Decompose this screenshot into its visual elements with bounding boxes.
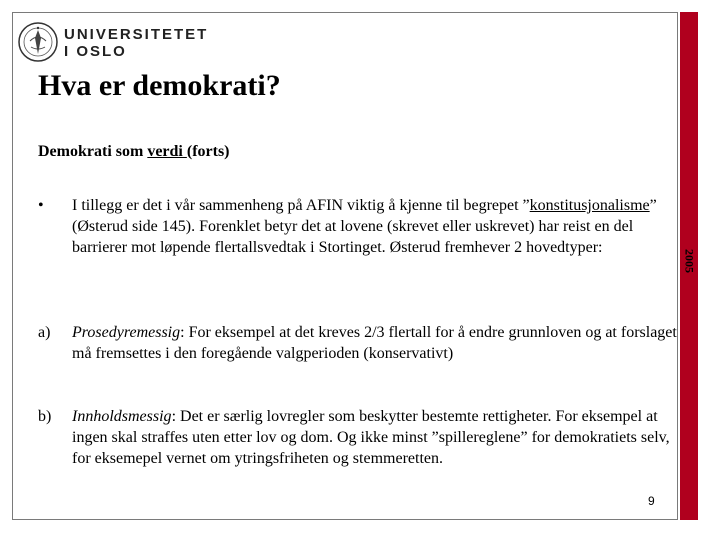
item-b-paragraph (72, 406, 682, 469)
item-a-paragraph (72, 322, 692, 364)
side-year-label (681, 238, 697, 284)
bullet-paragraph (72, 195, 680, 258)
logo-line-1: UNIVERSITETET (64, 26, 209, 43)
slide-title: Hva er demokrati? (38, 69, 281, 102)
university-logo-text (64, 26, 208, 60)
bullet-text-post: ” (Østerud side 145). Forenklet betyr det at lovene (skrevet eller uskrevet) har reist en del barrierer mot løpende flertallsvedtak i Stortinget. Østerud fremhever 2 hovedtyper: (72, 197, 657, 256)
bullet-link[interactable]: konstitusjonalisme (529, 197, 650, 214)
item-b-text: : Det er særlig lovregler som beskytter bestemte rettigheter. For eksempel at ingen skal straffes uten etter lov og dom. Og ikke minst ”spillereglene” for demokratiets selv, for eksemepel vernet om ytringsfriheten og stemmeretten. (72, 408, 670, 467)
item-a-term: Prosedyremessig (72, 324, 181, 341)
logo-line-2: I OSLO (64, 43, 127, 60)
subtitle-pre: Demokrati som (38, 143, 148, 160)
item-b-term: Innholdsmessig (72, 408, 172, 425)
side-year-text: 2005 (682, 249, 697, 273)
item-a-marker: a) (38, 324, 51, 341)
bullet-marker: • (38, 197, 44, 214)
item-a-text: : For eksempel at det kreves 2/3 flertall for å endre grunnloven og at forslaget må fremsettes i den foregående valgperioden (konservativt) (72, 324, 677, 362)
page-number: 9 (648, 494, 655, 508)
university-seal-icon (17, 19, 59, 65)
slide-subtitle (38, 142, 230, 162)
subtitle-post: (forts) (186, 143, 230, 160)
item-b-marker: b) (38, 408, 52, 425)
subtitle-link[interactable]: verdi (147, 143, 187, 160)
bullet-text-pre: I tillegg er det i vår sammenheng på AFIN viktig å kjenne til begrepet ” (72, 197, 530, 214)
